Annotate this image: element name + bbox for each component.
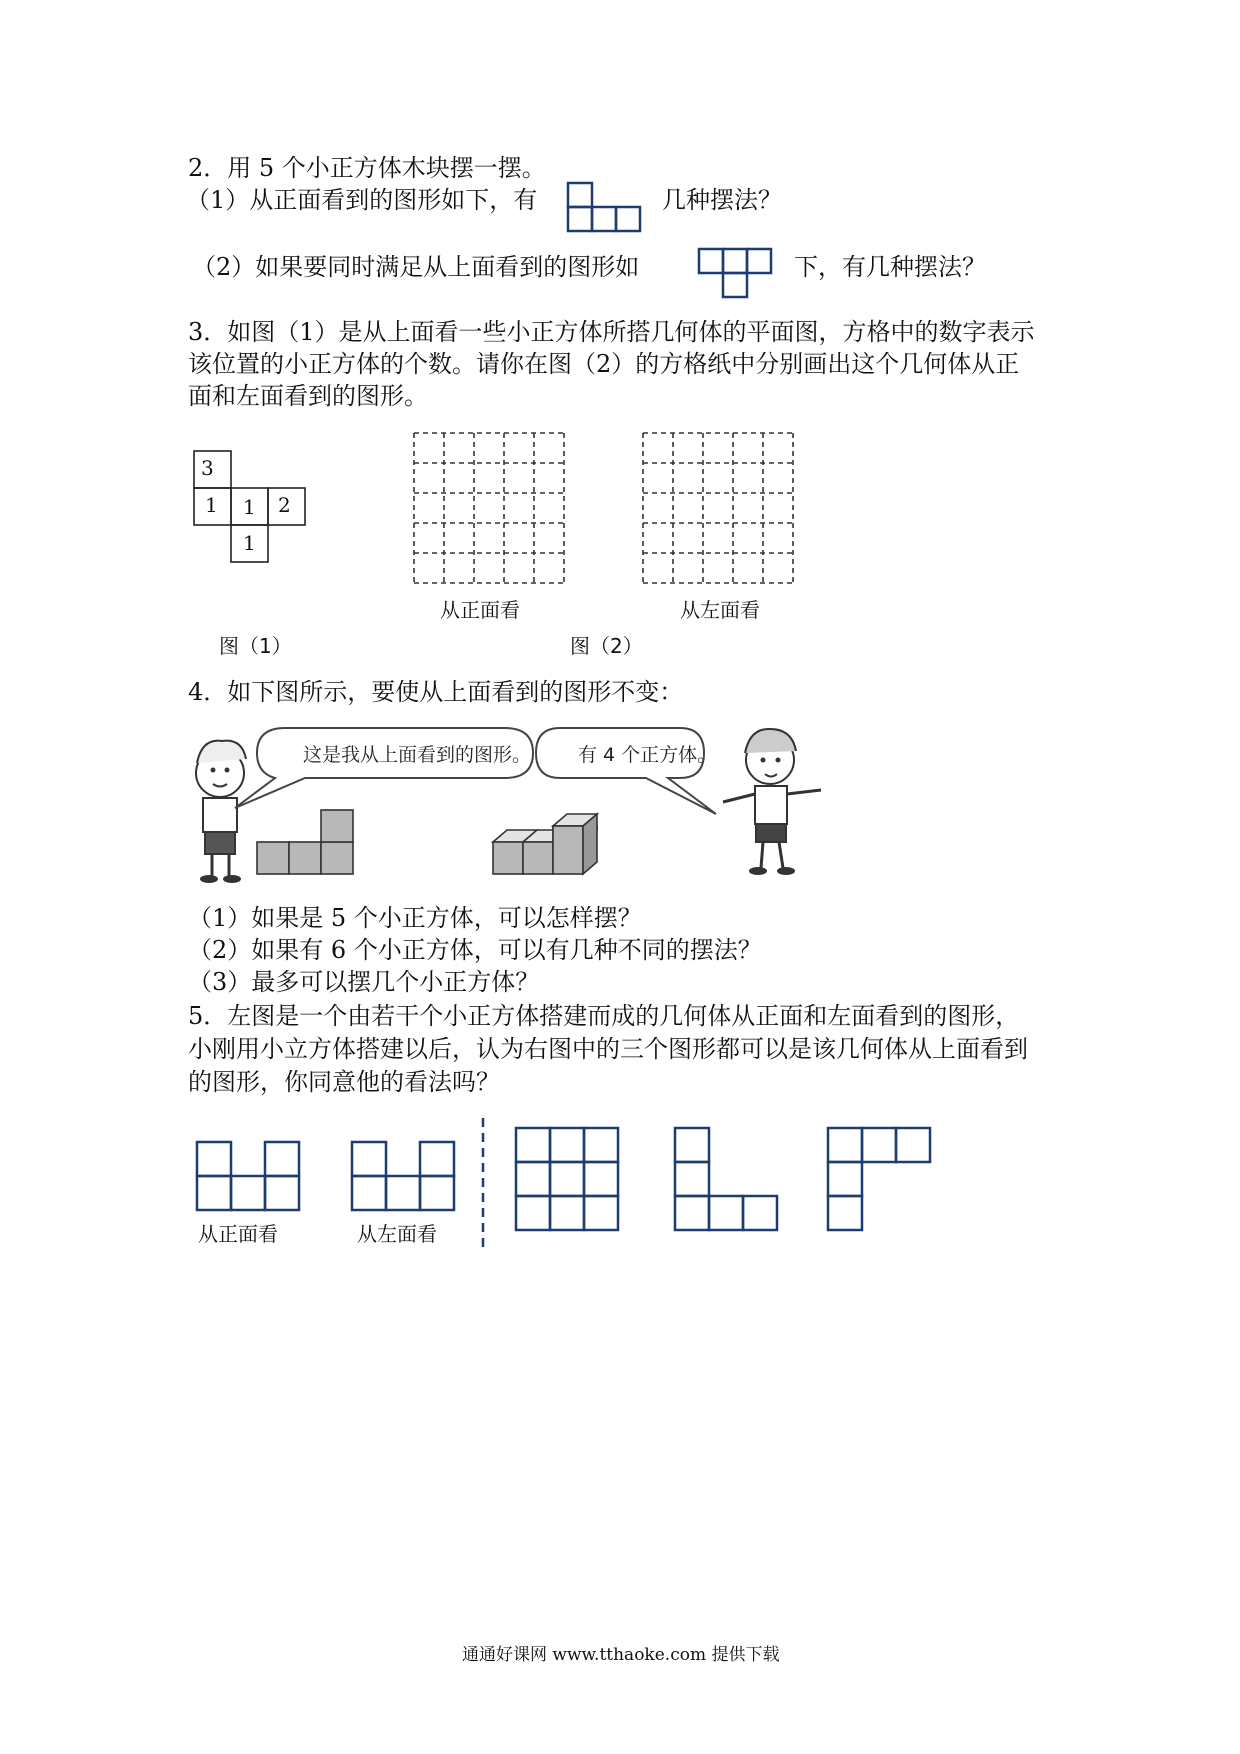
- bubble-left-text: 这是我从上面看到的图形。: [303, 744, 532, 766]
- q3-line-3: 面和左面看到的图形。: [188, 382, 428, 410]
- boy-left-icon: [196, 741, 246, 883]
- q5-line-1: 5．左图是一个由若干个小正方体搭建而成的几何体从正面和左面看到的图形，: [188, 1002, 1020, 1030]
- q4-title: 4．如下图所示，要使从上面看到的图形不变：: [188, 678, 684, 706]
- q4-part-1: （1）如果是 5 个小正方体，可以怎样摆？: [188, 904, 642, 932]
- q2-part1-text: （1）从正面看到的图形如下，有: [186, 186, 538, 214]
- q2-part2-suffix: 下，有几种摆法？: [794, 253, 986, 281]
- footer: 通通好课网 www.tthaoke.com 提供下载: [462, 1645, 780, 1665]
- q2-top-view-figure: [698, 248, 778, 302]
- q5-divider: [480, 1118, 486, 1248]
- q2-part2-text: （2）如果要同时满足从上面看到的图形如: [192, 253, 640, 281]
- q3-left-grid: [641, 431, 795, 589]
- q3-fig1-label: 图（1）: [219, 634, 292, 658]
- q2-front-view-figure: [567, 182, 647, 236]
- q4-part-2: （2）如果有 6 个小正方体，可以有几种不同的摆法？: [188, 936, 762, 964]
- q2-title: 2．用 5 个小正方体木块摆一摆。: [188, 154, 546, 182]
- q3-front-grid: [412, 431, 566, 589]
- q5-line-2: 小刚用小立方体搭建以后，认为右图中的三个图形都可以是该几何体从上面看到: [188, 1035, 1028, 1063]
- q3-plan-figure: [193, 450, 313, 575]
- q2-part1-suffix: 几种摆法？: [662, 186, 782, 214]
- q5-front-view: [195, 1140, 305, 1218]
- plan-number-center: 1: [243, 495, 256, 519]
- q3-line-2: 该位置的小正方体的个数。请你在图（2）的方格纸中分别画出这个几何体从正: [188, 350, 1020, 378]
- q4-part-3: （3）最多可以摆几个小正方体？: [188, 968, 540, 996]
- plan-number-left: 1: [205, 493, 218, 517]
- q3-fig2-label: 图（2）: [570, 634, 643, 658]
- q4-illustration: [185, 718, 845, 893]
- q5-left-view: [350, 1140, 460, 1218]
- cube-stack: [493, 814, 597, 874]
- top-view-shape: [257, 810, 353, 874]
- q5-front-label: 从正面看: [198, 1222, 278, 1246]
- q5-option-c: [826, 1126, 936, 1236]
- q3-line-1: 3．如图（1）是从上面看一些小正方体所搭几何体的平面图，方格中的数字表示: [188, 318, 1035, 346]
- q5-line-3: 的图形，你同意他的看法吗？: [188, 1068, 500, 1096]
- q3-left-label: 从左面看: [680, 598, 760, 622]
- boy-right-icon: [723, 729, 821, 875]
- bubble-right-text: 有 4 个正方体。: [578, 744, 717, 766]
- q5-option-a: [514, 1126, 624, 1236]
- plan-number-top: 3: [201, 456, 214, 480]
- plan-number-right: 2: [278, 493, 291, 517]
- q3-front-label: 从正面看: [440, 598, 520, 622]
- q5-left-label: 从左面看: [357, 1222, 437, 1246]
- q5-option-b: [673, 1126, 783, 1236]
- plan-number-bottom: 1: [243, 531, 256, 555]
